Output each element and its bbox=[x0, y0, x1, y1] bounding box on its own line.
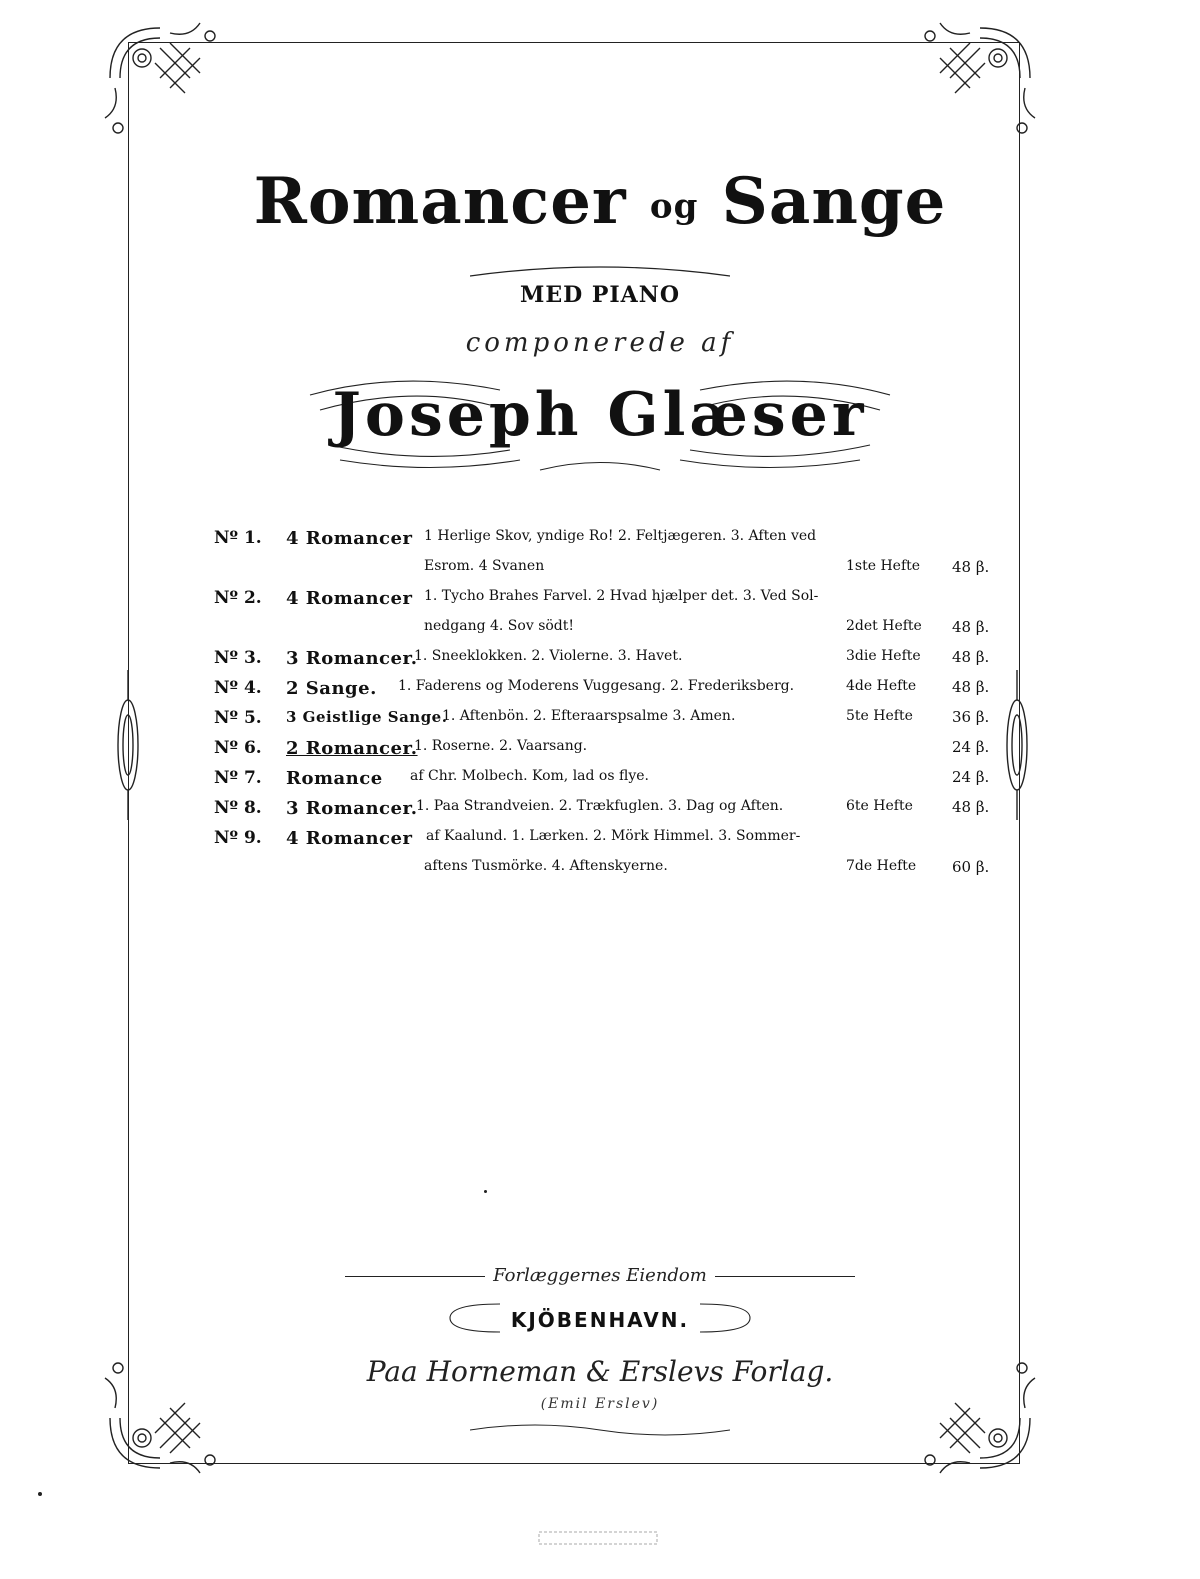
catalog-entry-6 bbox=[214, 738, 1004, 768]
entry-description: 1. Tycho Brahes Farvel. 2 Hvad hjælper det. 3. Ved Sol- bbox=[424, 588, 819, 604]
entry-number: Nº 9. bbox=[214, 828, 262, 848]
rule-left bbox=[345, 1276, 485, 1277]
rule-right bbox=[715, 1276, 855, 1277]
entry-description: 1. Paa Strandveien. 2. Trækfuglen. 3. Dag og Aften. bbox=[416, 798, 784, 814]
publisher-property-line bbox=[330, 1265, 870, 1286]
entry-number: Nº 4. bbox=[214, 678, 262, 698]
publisher-sub: (Emil Erslev) bbox=[540, 1396, 660, 1412]
title-flourish bbox=[470, 262, 730, 280]
entry-kind: 2 Sange. bbox=[286, 678, 377, 699]
catalog-entry-3 bbox=[214, 648, 1004, 678]
entry-hefte: 4de Hefte bbox=[846, 678, 917, 694]
entry-number: Nº 5. bbox=[214, 708, 262, 728]
corner-ornament-top-right bbox=[920, 18, 1040, 138]
entry-price: 36 β. bbox=[952, 708, 990, 726]
catalog-entry-9 bbox=[214, 828, 1004, 858]
entry-description: 1 Herlige Skov, yndige Ro! 2. Feltjægeren. 3. Aften ved bbox=[424, 528, 817, 544]
side-ornament-left bbox=[113, 670, 143, 820]
entry-kind: 4 Romancer bbox=[286, 588, 413, 609]
speck bbox=[484, 1190, 487, 1193]
publisher-city: KJÖBENHAVN. bbox=[510, 1308, 690, 1332]
entry-description: af Kaalund. 1. Lærken. 2. Mörk Himmel. 3. Sommer- bbox=[426, 828, 801, 844]
entry-number: Nº 6. bbox=[214, 738, 262, 758]
entry-price: 24 β. bbox=[952, 768, 990, 786]
title-romancer: Romancer bbox=[253, 164, 627, 239]
catalog-entry-8 bbox=[214, 798, 1004, 828]
bottom-flourish bbox=[470, 1420, 730, 1440]
entry-hefte: 5te Hefte bbox=[846, 708, 913, 724]
corner-ornament-bottom-left bbox=[100, 1358, 220, 1478]
entry-kind: Romance bbox=[286, 768, 383, 789]
entry-kind: 4 Romancer bbox=[286, 828, 413, 849]
entry-price: 48 β. bbox=[952, 558, 990, 576]
entry-number: Nº 8. bbox=[214, 798, 262, 818]
catalog-entry-2-cont bbox=[214, 618, 1004, 648]
catalog-entry-2 bbox=[214, 588, 1004, 618]
entry-description-cont: nedgang 4. Sov södt! bbox=[424, 618, 575, 634]
entry-price: 48 β. bbox=[952, 678, 990, 696]
entry-number: Nº 7. bbox=[214, 768, 262, 788]
property-text: Forlæggernes Eiendom bbox=[493, 1265, 707, 1286]
catalog-entry-1 bbox=[214, 528, 1004, 558]
corner-ornament-bottom-right bbox=[920, 1358, 1040, 1478]
catalog-entry-1-cont bbox=[214, 558, 1004, 588]
corner-ornament-top-left bbox=[100, 18, 220, 138]
publisher-name: Paa Horneman & Erslevs Forlag. bbox=[366, 1355, 834, 1388]
works-catalog bbox=[214, 528, 1004, 888]
entry-number: Nº 3. bbox=[214, 648, 262, 668]
subtitle: MED PIANO bbox=[519, 282, 681, 308]
entry-description-cont: aftens Tusmörke. 4. Aftenskyerne. bbox=[424, 858, 668, 874]
entry-description: 1. Faderens og Moderens Vuggesang. 2. Frederiksberg. bbox=[398, 678, 795, 694]
entry-description: af Chr. Molbech. Kom, lad os flye. bbox=[410, 768, 649, 784]
entry-price: 24 β. bbox=[952, 738, 990, 756]
composer-name: Joseph Glæser bbox=[332, 380, 868, 450]
page-title bbox=[250, 164, 950, 239]
entry-number: Nº 1. bbox=[214, 528, 262, 548]
entry-description: 1. Sneeklokken. 2. Violerne. 3. Havet. bbox=[414, 648, 683, 664]
speck bbox=[38, 1492, 42, 1496]
catalog-entry-7 bbox=[214, 768, 1004, 798]
entry-hefte: 1ste Hefte bbox=[846, 558, 921, 574]
entry-hefte: 3die Hefte bbox=[846, 648, 921, 664]
entry-number: Nº 2. bbox=[214, 588, 262, 608]
entry-price: 60 β. bbox=[952, 858, 990, 876]
entry-kind: 3 Romancer. bbox=[286, 648, 418, 669]
entry-price: 48 β. bbox=[952, 618, 990, 636]
catalog-entry-5 bbox=[214, 708, 1004, 738]
entry-price: 48 β. bbox=[952, 648, 990, 666]
side-ornament-right bbox=[1002, 670, 1032, 820]
composed-by: componerede af bbox=[465, 328, 735, 358]
catalog-entry-4 bbox=[214, 678, 1004, 708]
entry-kind: 3 Geistlige Sange. bbox=[286, 708, 448, 726]
entry-description-cont: Esrom. 4 Svanen bbox=[424, 558, 545, 574]
entry-hefte: 6te Hefte bbox=[846, 798, 913, 814]
entry-description: 1. Aftenbön. 2. Efteraarspsalme 3. Amen. bbox=[442, 708, 736, 724]
title-sange: Sange bbox=[721, 164, 947, 239]
entry-kind: 2 Romancer. bbox=[286, 738, 418, 759]
entry-hefte: 7de Hefte bbox=[846, 858, 917, 874]
entry-hefte: 2det Hefte bbox=[846, 618, 922, 634]
entry-price: 48 β. bbox=[952, 798, 990, 816]
library-stamp bbox=[538, 1530, 658, 1546]
entry-kind: 3 Romancer. bbox=[286, 798, 418, 819]
entry-kind: 4 Romancer bbox=[286, 528, 413, 549]
catalog-entry-9-cont bbox=[214, 858, 1004, 888]
entry-description: 1. Roserne. 2. Vaarsang. bbox=[414, 738, 588, 754]
title-og: og bbox=[649, 186, 699, 227]
